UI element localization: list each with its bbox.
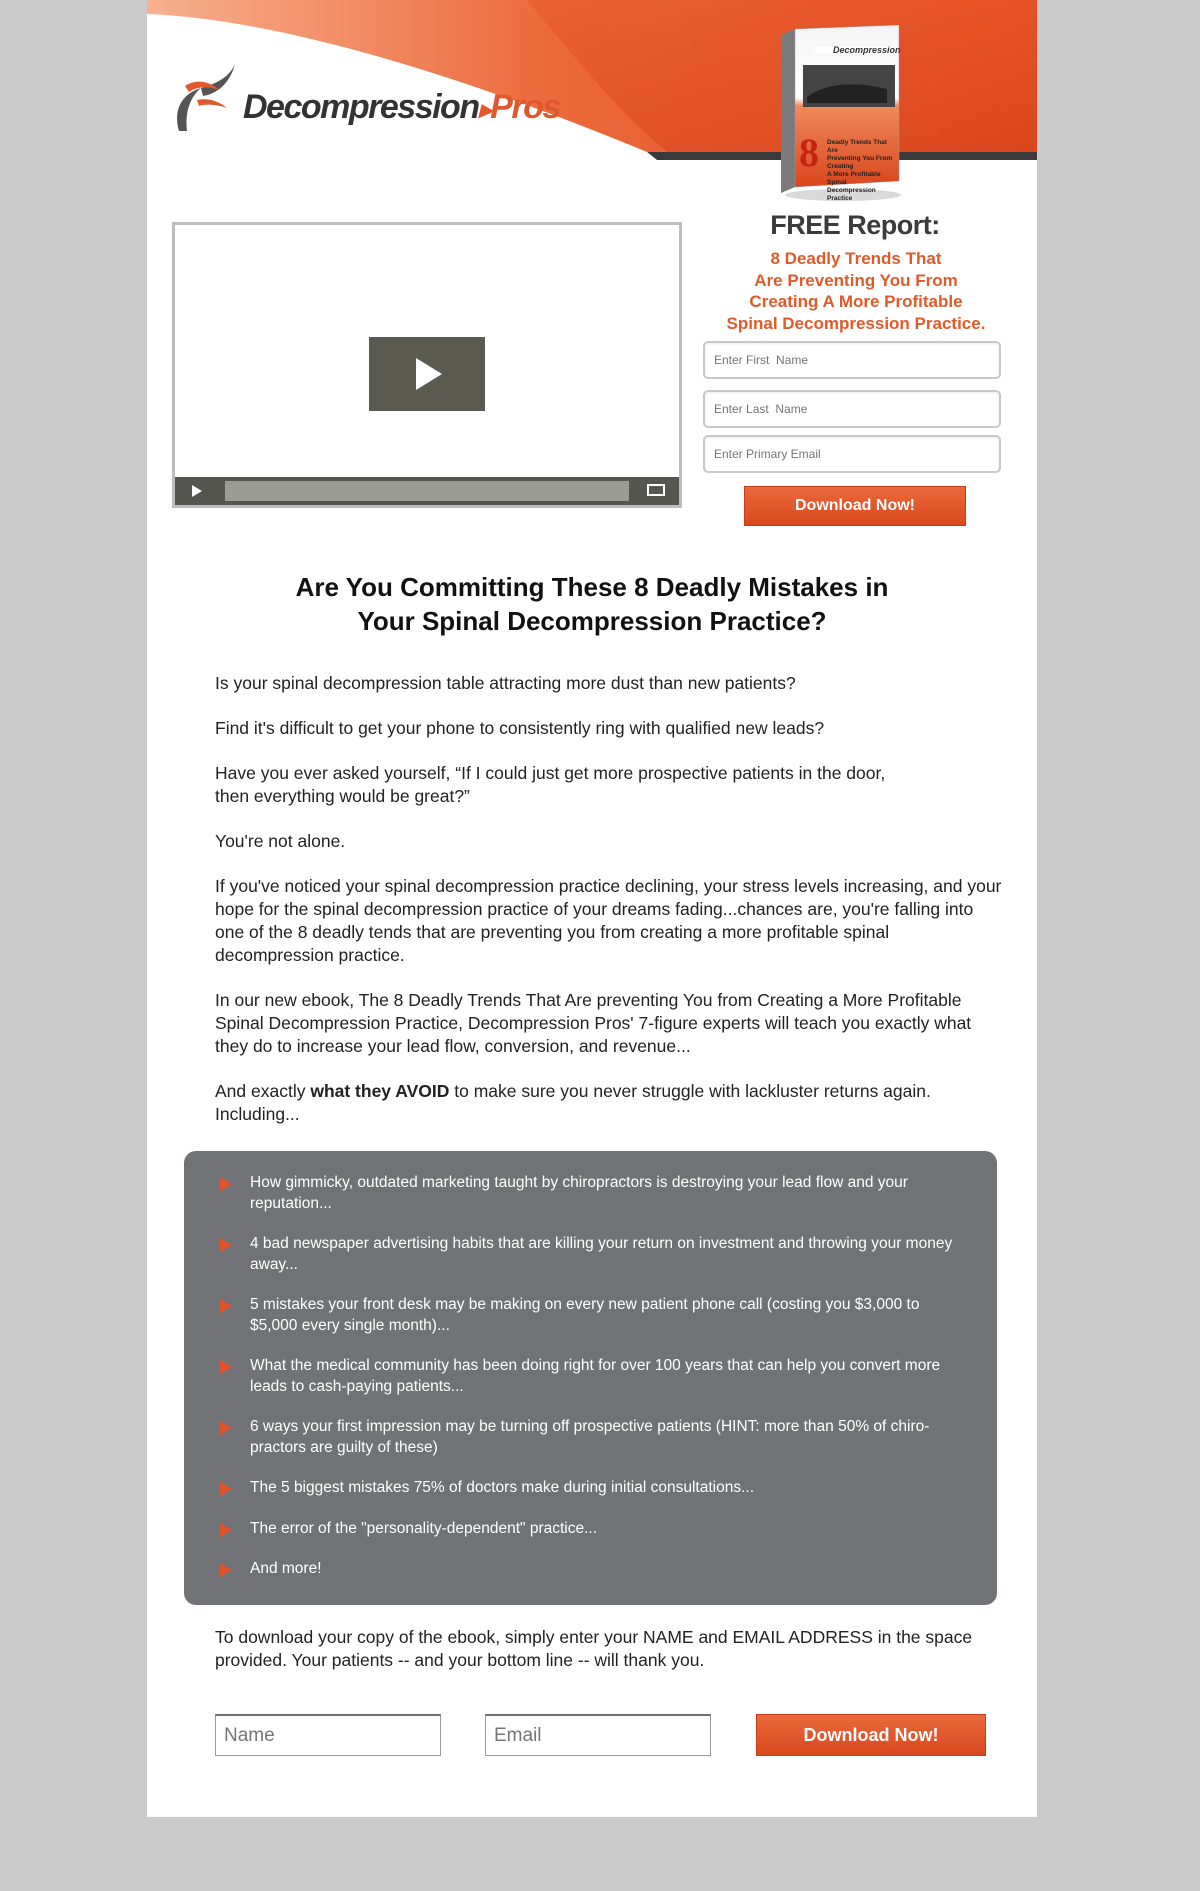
ebook-cover-brand: Decompression xyxy=(833,45,901,55)
list-item-text: What the medical community has been doing right for over 100 years that can help you convert more leads to cash-paying patients... xyxy=(250,1357,941,1395)
body-paragraph: If you've noticed your spinal decompression practice declining, your stress levels increasing, and your hope for the spinal decompression practice of your dreams fading...chances are, you're falling into one of the 8 deadly tends that are preventing you from creating a more profitable spinal decompression practice. xyxy=(215,876,1002,965)
download-button-top[interactable]: Download Now! xyxy=(744,486,966,526)
list-item xyxy=(220,1173,967,1214)
arrow-bullet-icon xyxy=(220,1482,232,1496)
video-player[interactable] xyxy=(172,222,682,508)
ebook-title-line: A More Profitable Spinal xyxy=(827,171,881,186)
body-paragraph: Is your spinal decompression table attracting more dust than new patients? xyxy=(215,673,796,693)
email-input[interactable] xyxy=(703,435,1001,473)
brand-arrow-icon: ▸ xyxy=(478,94,491,124)
arrow-bullet-icon xyxy=(220,1563,232,1577)
fullscreen-button[interactable] xyxy=(635,477,679,505)
arrow-bullet-icon xyxy=(220,1523,232,1537)
subtitle-line: Are Preventing You From xyxy=(754,270,958,290)
arrow-bullet-icon xyxy=(220,1360,232,1374)
ebook-title-line: Preventing You From Creating xyxy=(827,155,893,170)
headline-line: Your Spinal Decompression Practice? xyxy=(357,606,827,636)
body-text: And exactly xyxy=(215,1081,311,1101)
arrow-bullet-icon xyxy=(220,1177,232,1191)
list-item xyxy=(220,1519,967,1540)
brand-logo[interactable] xyxy=(171,56,560,136)
list-item xyxy=(220,1417,967,1458)
brand-name xyxy=(243,88,560,127)
body-paragraph: In our new ebook, The 8 Deadly Trends That Are preventing You from Creating a More Profitable Spinal Decompression Practice, Decompression Pros' 7-figure experts will teach you exactly what they do to increase your lead flow, conversion, and revenue... xyxy=(215,990,972,1056)
brand-name-main: Decompression xyxy=(243,88,479,126)
ebook-title-line: Decompression Practice xyxy=(827,187,876,202)
list-item-text: The 5 biggest mistakes 75% of doctors make during initial consultations... xyxy=(250,1479,755,1496)
ebook-title-line: Deadly Trends That Are xyxy=(827,139,887,154)
body-paragraph xyxy=(215,1080,1005,1126)
bottom-name-input[interactable] xyxy=(215,1714,441,1756)
control-play-button[interactable] xyxy=(175,477,217,505)
body-bold-text: what they AVOID xyxy=(310,1081,450,1101)
free-report-title: FREE Report: xyxy=(770,210,940,240)
body-paragraph: Find it's difficult to get your phone to consistently ring with qualified new leads? xyxy=(215,718,825,738)
spine-logo-icon xyxy=(171,56,241,136)
list-item-text: 5 mistakes your front desk may be making on every new patient phone call (costing you $3,000 to $5,000 every single month)... xyxy=(250,1296,920,1334)
last-name-input[interactable] xyxy=(703,390,1001,428)
list-item-text: How gimmicky, outdated marketing taught by chiropractors is destroying your lead flow and your reputation... xyxy=(250,1174,908,1212)
body-copy xyxy=(215,672,1005,1148)
subtitle-line: 8 Deadly Trends That xyxy=(770,249,942,268)
free-report-subtitle xyxy=(707,248,1005,334)
ebook-number: 8 xyxy=(799,130,819,175)
list-item xyxy=(220,1356,967,1397)
main-headline xyxy=(207,570,977,638)
list-item xyxy=(220,1559,967,1580)
benefits-list xyxy=(184,1151,997,1580)
body-paragraph: You're not alone. xyxy=(215,831,346,851)
video-progress-bar[interactable] xyxy=(225,481,629,501)
list-item-text: 6 ways your first impression may be turning off prospective patients (HINT: more than 50% of chiro-practors are guilty of these) xyxy=(250,1418,930,1456)
ebook-cover-title xyxy=(827,139,899,203)
fullscreen-icon xyxy=(647,484,665,496)
list-item-text: 4 bad newspaper advertising habits that are killing your return on investment and throwing your money away... xyxy=(250,1235,953,1273)
bottom-email-input[interactable] xyxy=(485,1714,711,1756)
subtitle-line: Spinal Decompression Practice. xyxy=(726,313,986,333)
list-item xyxy=(220,1234,967,1275)
play-icon xyxy=(416,358,442,390)
subtitle-line: Creating A More Profitable xyxy=(749,292,963,311)
download-button-bottom[interactable]: Download Now! xyxy=(756,1714,986,1756)
list-item-text: The error of the "personality-dependent" practice... xyxy=(250,1519,598,1537)
first-name-input[interactable] xyxy=(703,341,1001,379)
arrow-bullet-icon xyxy=(220,1299,232,1313)
headline-line: Are You Committing These 8 Deadly Mistakes in xyxy=(295,572,889,602)
benefits-list-box xyxy=(184,1151,997,1605)
body-paragraph: Have you ever asked yourself, “If I could just get more prospective patients in the door, then everything would be great?” xyxy=(215,763,886,806)
landing-page xyxy=(147,0,1037,1817)
list-item xyxy=(220,1295,967,1336)
ebook-cover-image xyxy=(775,25,905,205)
video-play-button[interactable] xyxy=(369,337,485,411)
cta-text: To download your copy of the ebook, simply enter your NAME and EMAIL ADDRESS in the space provided. Your patients -- and your bottom line -- will thank you. xyxy=(215,1627,973,1670)
brand-name-pros: Pros xyxy=(490,88,560,126)
play-icon xyxy=(192,485,202,497)
list-item-text: And more! xyxy=(250,1560,322,1577)
list-item xyxy=(220,1478,967,1499)
video-controls xyxy=(175,477,679,505)
body-text: to make sure you never struggle with lackluster returns again. Including... xyxy=(215,1081,931,1124)
arrow-bullet-icon xyxy=(220,1421,232,1435)
arrow-bullet-icon xyxy=(220,1238,232,1252)
